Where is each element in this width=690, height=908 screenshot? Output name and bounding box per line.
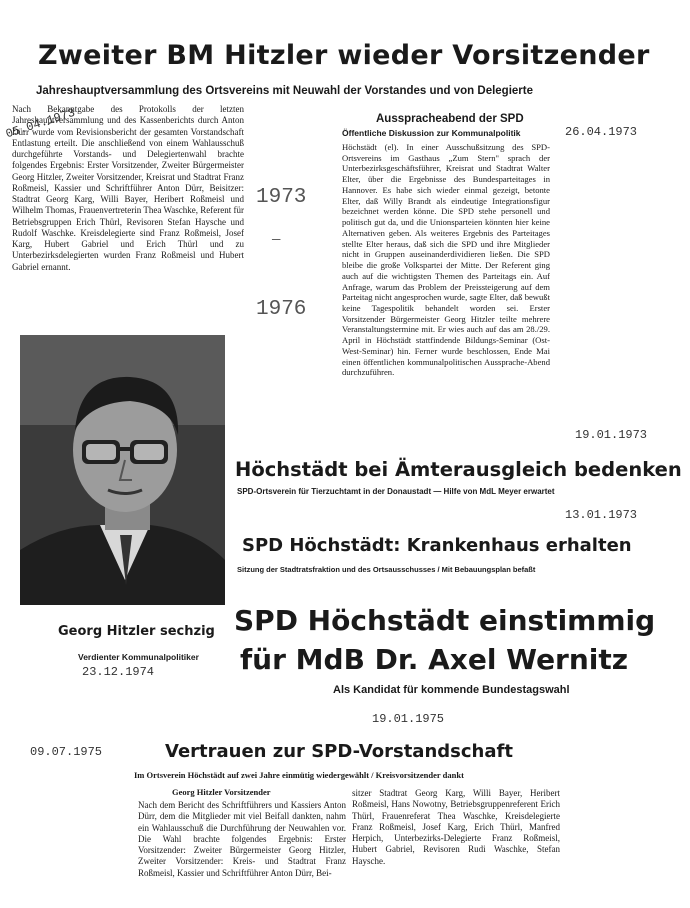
article2-title: Aussprachеabend der SPD xyxy=(376,113,524,125)
article6-col2: sitzer Stadtrat Georg Karg, Willi Bayer, Heribert Roßmeisl, Hans Nowotny, Betriebsgruppenreferent Erich Thürl, Frauenreferat Thea Waschke, Kreisdelegierte Franz Roßmeisl, Josef Karg, Erich Thürl, Manfred Herpich, Unterbezirks-Delegierte Franz Roßmeisl, Hubert Gabriel, Revisoren Rudi Waschke, Stefan Haysche. xyxy=(352,788,560,866)
headline-vertrauen: Vertrauen zur SPD-Vorstandschaft xyxy=(165,741,513,762)
portrait-photo-georg-hitzler xyxy=(20,335,225,605)
date-09-07-1975: 09.07.1975 xyxy=(30,745,103,759)
date-19-01-1975: 19.01.1975 xyxy=(372,712,445,726)
subhead-stadtratsfraktion: Sitzung der Stadtratsfraktion und des Ortsausschusses / Mit Bebauungsplan befaßt xyxy=(237,565,536,574)
date-26-04-1973: 26.04.1973 xyxy=(565,125,638,139)
headline-aemterausgleich: Höchstädt bei Ämterausgleich bedenken xyxy=(235,458,682,481)
year-dash: — xyxy=(272,232,281,248)
year-start: 1973 xyxy=(256,186,307,209)
date-13-01-1973: 13.01.1973 xyxy=(565,508,638,522)
photo-subcaption: Verdienter Kommunalpolitiker xyxy=(78,652,199,662)
subhead-bundestagswahl: Als Kandidat für kommende Bundestagswahl xyxy=(333,684,570,696)
photo-caption: Georg Hitzler sechzig xyxy=(58,624,215,639)
headline-krankenhaus-erhalten: SPD Höchstädt: Krankenhaus erhalten xyxy=(242,535,632,556)
portrait-illustration xyxy=(20,335,225,605)
article6-label: Georg Hitzler Vorsitzender xyxy=(172,787,271,797)
headline-einstimmig-line2: für MdB Dr. Axel Wernitz xyxy=(240,643,629,676)
year-end: 1976 xyxy=(256,298,307,321)
article2-text: Höchstädt (el). In einer Ausschußsitzung des SPD-Ortsvereins im Gasthaus „Zum Stern" sprach der Unterbezirksgeschäftsführer, Kreisrat und Stadtrat Walter Elter, über die Ergebnisse des Bundesparteitages in Hannover. Es habe sich wieder einmal gezeigt, betonte Elter, daß Willy Brandt als eindeutige Integrationsfigur bezeichnet werden könne. Die SPD stehe personell und politisch gut da, und die Unionsparteien könnten hier keine Alternativen geben. Als weiteres Ergebnis des Parteitages stellte Elter heraus, daß sich die SPD und ihre Mitglieder nicht in Gruppen auseinanderdividieren ließen. Die SPD bleibe die große Volkspartei der Mitte. Der Referent ging auch auf die wichtigsten Themen des Parteitags ein. Auf Anfrage, warum das Problem der Preissteigerung auf dem Parteitag nicht angesprochen wurde, sagte Elter, daß bewußt keine Tagespolitik behandelt worden sei. Erster Vorsitzender Bürgermeister Georg Hitzler teilte mehrere Veranstaltungstermine mit. Er wies auch auf das am 28./29. April in Höchstädt stattfindende Bildungs-Seminar (Ost-West-Seminar) hin. Ferner wurde beschlossen, Ende Mai einen öffentlichen kommunalpolitischen Aussprache-Abend durchzuführen. xyxy=(342,142,550,378)
subhead-wiedergewaehlt: Im Ortsverein Höchstädt auf zwei Jahre einmütig wiedergewählt / Kreisvorsitzender dankt xyxy=(134,770,464,780)
article2-subtitle: Öffentliche Diskussion zur Kommunalpolitik xyxy=(342,128,521,138)
headline-hitzler-vorsitzender: Zweiter BM Hitzler wieder Vorsitzender xyxy=(38,40,650,71)
date-23-12-1974: 23.12.1974 xyxy=(82,665,155,679)
article6-col1: Nach dem Bericht des Schriftführers und Kassiers Anton Dürr, dem die Mitglieder mit viel Beifall dankten, nahm ein Wahlausschuß die Durchführung der Neuwahlen vor. Die Wahl brachte folgendes Ergebnis: Erster Vorsitzender: Zweiter Bürgermeister Georg Hitzler, Zweiter Vorsitzender: Kreis- und Stadtrat Franz Roßmeisl, Kassier und Schriftführer Anton Dürr, Bei- xyxy=(138,800,346,878)
date-stamp-05-04-1973: 05.04.1973 xyxy=(4,105,77,142)
subhead-jahreshauptversammlung: Jahreshauptversammlung des Ortsvereins mit Neuwahl der Vorstandes und von Delegierte xyxy=(36,85,533,97)
article1-text: Nach Bekanntgabe des Protokolls der letzten Jahreshauptversammlung und des Kassenberichts durch Anton Dürr wurde vom Revisionsbericht der gesamten Vorstandschaft Entlastung erteilt. Die anschließend von einem Wahlausschuß durchgeführte Vorstands- und Delegiertenwahl brachte folgendes Ergebnis: Erster Vorsitzender, Zweiter Bürgermeister Georg Hitzler, Zweiter Vorsitzender, Kreisrat und Stadtrat Franz Roßmeisl, Kassier und Schriftführer Anton Dürr, Beisitzer: Stadtrat Georg Karg, Willi Bayer, Heribert Roßmeisl und Wilhelm Thomas, Frauenvertreterin Thea Waschke, Referent für Betriebsgruppen Erich Thürl, Revisoren Stefan Haysche und Rudolf Waschke. Kreisdelegierte sind Franz Roßmeisl, Josef Karg, Hubert Gabriel und Erich Thürl und zu Unterbezirksdelegierten wurden Franz Roßmeisl und Hubert Gabriel ernannt. xyxy=(12,104,244,272)
subhead-tierzuchtamt: SPD-Ortsverein für Tierzuchtamt in der Donaustadt — Hilfe von MdL Meyer erwartet xyxy=(237,487,555,496)
headline-einstimmig-line1: SPD Höchstädt einstimmig xyxy=(234,604,656,637)
date-19-01-1973: 19.01.1973 xyxy=(575,428,648,442)
